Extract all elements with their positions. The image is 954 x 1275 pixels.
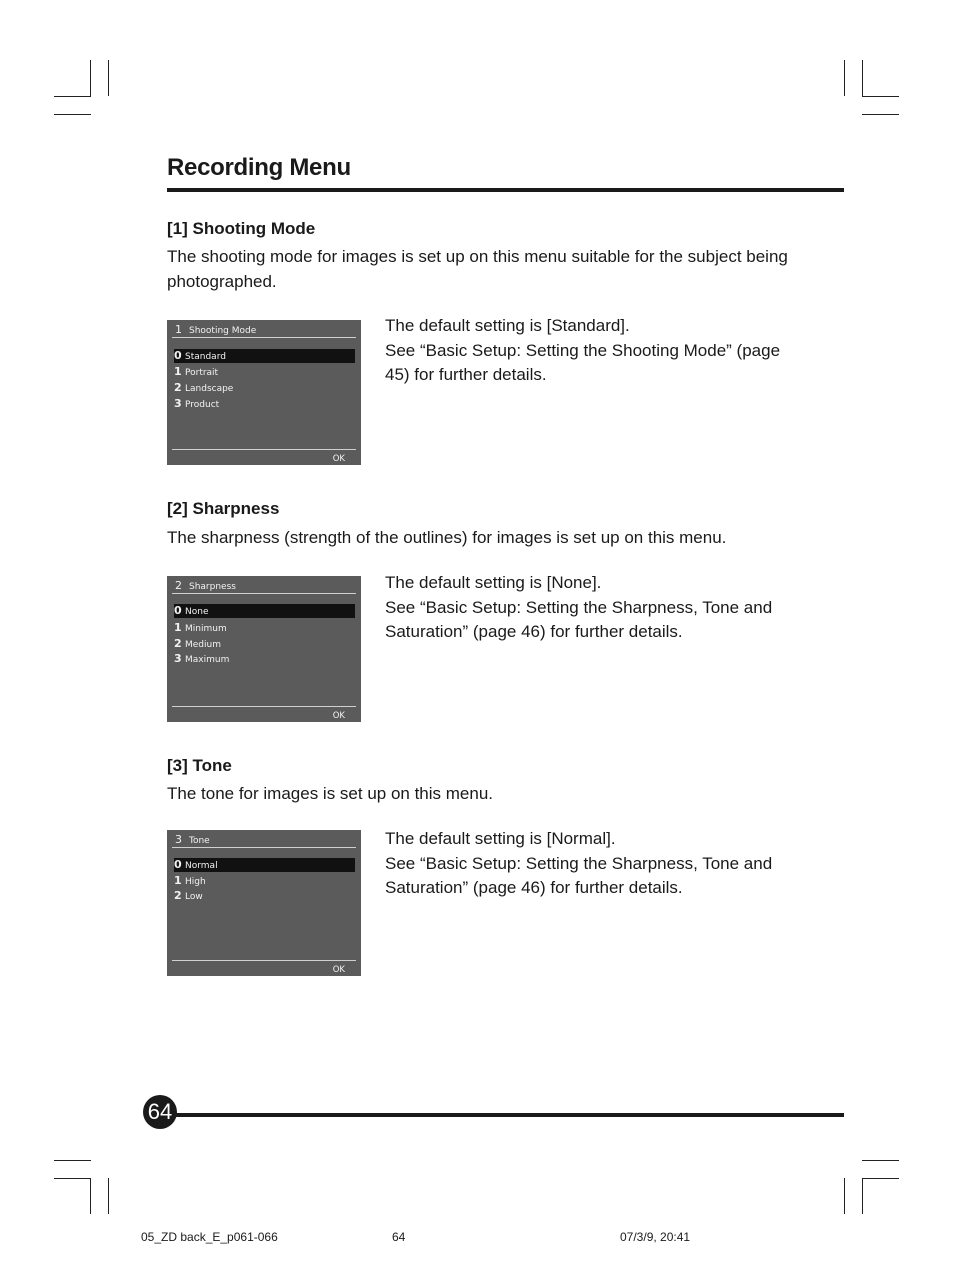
footer-filename: 05_ZD back_E_p061-066 (141, 1230, 278, 1244)
crop-mark (108, 1178, 109, 1214)
lcd-screen-shooting-mode (167, 320, 361, 465)
crop-mark (844, 60, 845, 96)
section-text-shooting-mode: The shooting mode for images is set up on this menu suitable for the subject being photographed. (167, 247, 788, 291)
description-line: See “Basic Setup: Setting the Shooting Mode” (page 45) for further details. (385, 340, 781, 384)
description-line: The default setting is [Normal]. (385, 829, 616, 848)
lcd-divider (172, 593, 356, 594)
lcd-ok-label: OK (332, 711, 345, 721)
lcd-menu-item (174, 637, 355, 651)
lcd-item-number: 3 (174, 652, 182, 665)
section-description-sharpness (385, 571, 805, 645)
lcd-header-title: Shooting Mode (189, 326, 257, 336)
section-heading-sharpness: [2] Sharpness (167, 499, 280, 518)
section-description-shooting-mode (385, 314, 805, 388)
crop-mark (90, 1178, 91, 1214)
lcd-item-number: 1 (174, 621, 182, 634)
lcd-item-label: Medium (185, 640, 221, 650)
crop-mark (862, 1160, 899, 1161)
section-text-sharpness: The sharpness (strength of the outlines) for images is set up on this menu. (167, 528, 727, 547)
crop-mark (844, 1178, 845, 1214)
crop-mark (862, 1178, 863, 1214)
lcd-header-number: 3 (175, 833, 182, 846)
crop-mark (54, 1178, 91, 1179)
lcd-screen-sharpness (167, 576, 361, 722)
lcd-item-label: Product (185, 400, 220, 410)
footer-timestamp: 07/3/9, 20:41 (620, 1230, 691, 1244)
lcd-ok-label: OK (332, 965, 345, 975)
lcd-menu-item (174, 621, 355, 635)
lcd-divider (172, 960, 356, 961)
crop-mark (54, 1160, 91, 1161)
lcd-header (175, 833, 210, 846)
page-number-badge: 64 (143, 1095, 177, 1129)
lcd-header (175, 323, 256, 336)
crop-mark (90, 60, 91, 96)
lcd-item-label: Portrait (185, 368, 219, 378)
lcd-item-label: Normal (185, 861, 218, 871)
lcd-divider (172, 706, 356, 707)
crop-mark (54, 114, 91, 115)
lcd-item-number: 2 (174, 637, 182, 650)
lcd-divider (172, 337, 356, 338)
section-heading-shooting-mode: [1] Shooting Mode (167, 219, 316, 238)
lcd-divider (172, 449, 356, 450)
lcd-item-number: 0 (174, 604, 182, 617)
lcd-item-number: 2 (174, 381, 182, 394)
lcd-item-number: 2 (174, 889, 182, 902)
crop-mark (862, 1178, 899, 1179)
lcd-menu-item (174, 604, 355, 618)
description-line: See “Basic Setup: Setting the Sharpness, Tone and Saturation” (page 46) for further details. (385, 853, 773, 897)
crop-mark (54, 96, 91, 97)
lcd-menu-item (174, 349, 355, 363)
description-line: The default setting is [None]. (385, 573, 602, 592)
lcd-item-number: 1 (174, 874, 182, 887)
crop-mark (862, 96, 899, 97)
description-line: See “Basic Setup: Setting the Sharpness, Tone and Saturation” (page 46) for further details. (385, 597, 773, 641)
lcd-screen-tone (167, 830, 361, 976)
lcd-menu-item (174, 652, 355, 666)
lcd-divider (172, 847, 356, 848)
crop-mark (862, 114, 899, 115)
lcd-menu-item (174, 397, 355, 411)
lcd-menu-item (174, 381, 355, 395)
lcd-menu-item (174, 874, 355, 888)
lcd-header (175, 579, 236, 592)
lcd-ok-label: OK (332, 454, 345, 464)
page-title: Recording Menu (167, 154, 351, 181)
section-heading-tone: [3] Tone (167, 756, 232, 775)
lcd-header-number: 1 (175, 323, 182, 336)
section-text-tone: The tone for images is set up on this menu. (167, 784, 494, 803)
lcd-header-title: Tone (189, 836, 210, 846)
lcd-item-number: 0 (174, 858, 182, 871)
lcd-item-number: 0 (174, 349, 182, 362)
bottom-rule (167, 1113, 844, 1117)
lcd-item-label: None (185, 607, 209, 617)
lcd-menu-item (174, 889, 355, 903)
lcd-header-title: Sharpness (189, 582, 236, 592)
crop-mark (862, 60, 863, 96)
lcd-item-label: Maximum (185, 655, 230, 665)
crop-mark (108, 60, 109, 96)
title-rule (167, 188, 844, 192)
lcd-menu-item (174, 365, 355, 379)
description-line: The default setting is [Standard]. (385, 316, 630, 335)
footer-page: 64 (392, 1230, 406, 1244)
section-description-tone (385, 827, 805, 901)
lcd-item-label: Landscape (185, 384, 234, 394)
lcd-item-number: 1 (174, 365, 182, 378)
lcd-item-label: Standard (185, 352, 226, 362)
lcd-item-label: High (185, 877, 206, 887)
lcd-item-label: Low (185, 892, 203, 902)
lcd-menu-item (174, 858, 355, 872)
lcd-item-label: Minimum (185, 624, 227, 634)
lcd-header-number: 2 (175, 579, 182, 592)
lcd-item-number: 3 (174, 397, 182, 410)
